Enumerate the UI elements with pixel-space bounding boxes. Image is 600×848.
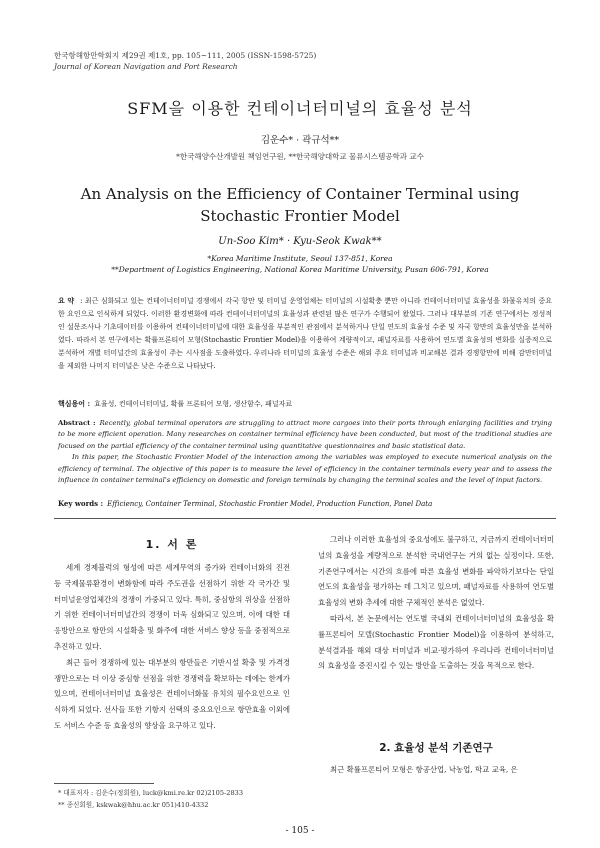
- affiliation-en-1: *Korea Maritime Institute, Seoul 137-851, Korea: [207, 254, 393, 263]
- abstract-ko-label: 요 약: [58, 296, 75, 305]
- keywords-ko-text: 효율성, 컨테이너터미널, 확률 프론티어 모형, 생산함수, 패널자료: [94, 400, 293, 408]
- journal-header: [54, 50, 316, 72]
- keywords-ko-label: 핵심용어 :: [58, 399, 91, 408]
- abstract-en-p1: Recently, global terminal operators are struggling to attract more cargoes into their ports through enlarging facilities and trying to be more efficient operation. Many researches on container terminal efficiency have been conducted, but most of the traditional studies are focused on the partial efficiency of the container terminal using quantitative questionnaires and basic statistical data.: [58, 419, 552, 450]
- section-1-heading: 1. 서 론: [145, 538, 199, 551]
- section-divider: [54, 518, 556, 519]
- abstract-ko-text: : 최근 심화되고 있는 컨테이너터미널 경쟁에서 각국 항만 및 터미널 운영업체는 터미널의 시설확충 뿐만 아니라 컨테이너터미널 효율성을 화물유치의 중요한 요인으로 인식하게 되었다. 이러한 환경변화에 따라 컨테이너터미널의 효율성과 관련된 많은 연구가 수행되어 왔었다. 그러나 대부분의 기존 연구에서는 정성적인 설문조사나 기초데이터를 이용하여 컨테이너터미널에 대한 효율성을 부분적인 관점에서 분석하거나 단일 연도의 효율성 수준 및 자국 항만의 효율성만을 분석하였다. 따라서 본 연구에서는 확률프론티어 모형(Stochastic Frontier Model)을 이용하여 계량적이고, 패널자료를 사용하여 연도별 효율성의 변화를 실증적으로 분석하여 개별 터미널간의 효율성이 주는 시사점을 도출하였다. 우리나라 터미널의 효율성 수준은 해외 주요 터미널과 비교해본 결과 경쟁항만에 비해 감만터미널을 제외한 나머지 터미널은 낮은 수준으로 나타났다.: [58, 297, 552, 370]
- keywords-en-label: Key words :: [58, 499, 104, 508]
- right-paragraph-2: 따라서, 본 논문에서는 연도별 국내외 컨테이너터미널의 효율성을 확률프론티어 모델(Stochastic Frontier Model)을 이용하여 분석하고, 분석결과를 해외 대상 터미널과 비교·평가하여 우리나라 컨테이너터미널의 효율성을 증진시킬 수 있는 방안을 도출하는 것을 목적으로 한다.: [318, 613, 554, 671]
- authors-ko: 김운수* · 곽규석**: [260, 135, 340, 146]
- section-2-text: 최근 확률프론티어 모형은 항공산업, 낙농업, 학교 교육, 은: [330, 765, 518, 774]
- paper-title-ko: SFM을 이용한 컨테이너터미널의 효율성 분석: [127, 99, 473, 118]
- keywords-en: [58, 499, 552, 508]
- abstract-en: [58, 418, 552, 486]
- footnote-2: ** 종신회원, kskwak@hhu.ac.kr 051)410-4332: [58, 801, 209, 809]
- left-column: [54, 560, 290, 734]
- right-paragraph-1: 그러나 이러한 효율성의 중요성에도 불구하고, 지금까지 컨테이너터미널의 효율성을 계량적으로 분석한 국내연구는 거의 없는 실정이다. 또한, 기존연구에서는 시간의 흐름에 따른 효율성 변화를 파악하기보다는 단일 연도의 효율성을 평가하는 데 그치고 있으며, 패널자료를 사용하여 연도별 효율성의 변화 추세에 대한 구체적인 분석은 없었다.: [318, 535, 554, 608]
- paper-title-en: [60, 183, 540, 227]
- page-number: - 105 -: [285, 826, 315, 836]
- affiliation-ko: *한국해양수산개발원 책임연구원, **한국해양대학교 물류시스템공학과 교수: [176, 152, 424, 161]
- keywords-en-text: Efficiency, Container Terminal, Stochastic Frontier Model, Production Function, Panel Data: [107, 500, 433, 508]
- footnote-1: * 대표저자 : 김운수(정회원), luck@kmi.re.kr 02)2105-2833: [58, 789, 244, 797]
- section-2-heading: 2. 효율성 분석 기존연구: [379, 742, 493, 754]
- paper-title-en-line2: Stochastic Frontier Model: [200, 207, 400, 225]
- keywords-ko: [58, 398, 552, 410]
- section-1-paragraph-1: 세계 경제블럭의 형성에 따른 세계무역의 증가와 컨테이너화의 진전 등 국제물류환경이 변화함에 따라 주도권을 선점하기 위한 각 국가간 및 터미널운영업체간의 경쟁이 가중되고 있다. 특히, 중심항의 위상을 선점하기 위한 컨테이너터미널간의 경쟁이 더욱 심화되고 있으며, 이에 대한 대응방안으로 항만의 시설확충 및 화주에 대한 서비스 향상 등을 중점적으로 추진하고 있다.: [54, 563, 290, 651]
- abstract-ko: [58, 294, 552, 373]
- section-1-paragraph-2: 최근 들어 경쟁하에 있는 대부분의 항만들은 기반시설 확충 및 가격경쟁만으로는 더 이상 중심항 선점을 위한 경쟁력을 확보하는 데에는 한계가 있으며, 컨테이너터미널 효율성은 컨테이너화물 유치의 필수요인으로 인식하게 되었다. 선사들 또한 기항지 선택의 중요요인으로 항만효율 이외에도 서비스 수준 등 효율성의 향상을 요구하고 있다.: [54, 657, 290, 730]
- abstract-en-label: Abstract :: [58, 419, 96, 427]
- journal-info-ko: 한국항해항만학회지 제29권 제1호, pp. 105~111, 2005 (ISSN-1598-5725): [54, 51, 317, 60]
- affiliation-en-2: **Department of Logistics Engineering, National Korea Maritime University, Pusan 606-791, Korea: [111, 265, 489, 274]
- right-column: [318, 532, 554, 674]
- authors-en: Un-Soo Kim* · Kyu-Seok Kwak**: [218, 236, 382, 247]
- journal-name-en: Journal of Korean Navigation and Port Research: [54, 62, 238, 71]
- paper-title-en-line1: An Analysis on the Efficiency of Container Terminal using: [80, 185, 520, 203]
- footnote-divider: [54, 783, 154, 784]
- abstract-en-p2: In this paper, the Stochastic Frontier Model of the interaction among the variables was employed to execute numerical analysis on the efficiency of terminal. The objective of this paper is to measure the level of efficiency in the container terminals every year and to assess the influence in container terminal's efficiency on domestic and foreign terminals by changing the terminal scales and the level of input factors.: [58, 453, 552, 485]
